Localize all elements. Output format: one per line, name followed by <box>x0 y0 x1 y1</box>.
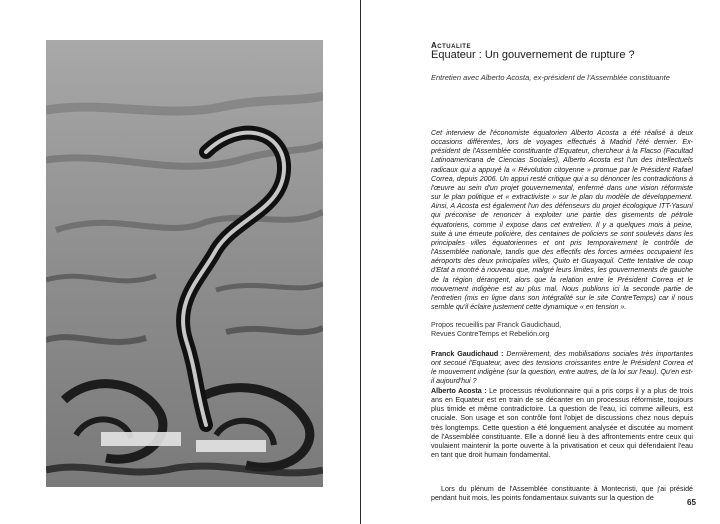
ink-wash-illustration <box>46 40 323 487</box>
answer-speaker: Alberto Acosta : <box>431 387 487 395</box>
intro-paragraph: Cet interview de l'économiste équatorien Alberto Acosta a été réalisé à deux occasions différentes, lors de voyages effectués à Madrid l'été dernier. Ex-président de l'Assemblée constituante d'Equateur, chercheur à la Flacso (Facultad Latinoamericana de Ciencias Sociales), Alberto Acosta est l'un des intellectuels radicaux qui a appuyé la « Révolution citoyenne » promue par le Président Rafael Correa, depuis 2006. Un appui resté critique qui a su dénoncer les contradictions à l'œuvre au sein d'un projet gouvernemental, enfermé dans une vision réformiste sur le plan politique et « extractiviste » sur le plan du modèle de développement. Ainsi, A Acosta est également l'un des défenseurs du projet écologique ITT-Yasuní qui préconise de renoncer à exploiter une partie des gisements de pétrole équatoriens, comme il expose dans cet entretien. Il y a quelques mois à peine, suite à une émeute policière, des centaines de policiers se sont soulevés dans les principales villes équatoriennes et ont pris temporairement le contrôle de l'Assemblée nationale, tandis que des effectifs des forces armées occupaient les aéroports des deux principales villes, Quito et Guayaquil. Cette tentative de coup d'Etat a montré à nouveau que, malgré leurs limites, les gouvernements de gauche de la région dérangent, alors que la relation entre le Président Correa et le mouvement indigène est au plus mal. Nous publions ici la seconde partie de l'entretien (mis en ligne dans son intégralité sur le site ContreTemps) car il nous semble qu'il éclaire justement cette dynamique « en tension ». <box>431 129 693 311</box>
article-subtitle: Entretien avec Alberto Acosta, ex-président de l'Assemblée constituante <box>431 73 670 82</box>
interview-credit <box>431 321 561 339</box>
section-label: Actualite <box>431 41 471 50</box>
answer-text: Le processus révolutionnaire qui a pris corps il y a plus de trois ans en Equateur est en train de se décanter en un processus réformiste, toujours plus timide et même contradictoire. La question de l'eau, ici comme ailleurs, est cruciale. Son usage et son contrôle font l'objet de discussions chez nous depuis très longtemps. Cette question a été longuement analysée et discutée au moment de l'Assemblée constituante. Elle a donné lieu à des affrontements entre ceux qui voulaient maintenir la porte ouverte à la privatisation et ceux qui défendaient l'eau en tant que droit humain fondamental. <box>431 387 693 460</box>
question-mark-drawing <box>46 40 323 487</box>
question-text: Dernièrement, des mobilisations sociales très importantes ont secoué l'Equateur, avec des tensions croissantes entre le Président Correa et le mouvement indigène (sur la question, entre autres, de la loi sur l'eau). Qu'en est-il aujourd'hui ? <box>431 350 693 386</box>
right-page <box>361 0 720 524</box>
credit-line-1: Propos recueillis par Franck Gaudichaud, <box>431 321 562 329</box>
question-speaker: Franck Gaudichaud : <box>431 350 504 358</box>
credit-line-2: Revues ContreTemps et Rebelión.org <box>431 330 550 339</box>
answer-continuation-paragraph: Lors du plénum de l'Assemblée constituante à Montecristi, que j'ai présidé pendant huit mois, les points fondamentaux suivants sur la question de <box>431 485 693 503</box>
page-number: 65 <box>687 498 696 507</box>
article-title: Equateur : Un gouvernement de rupture ? <box>431 49 635 61</box>
answer-paragraph <box>431 387 693 460</box>
question-paragraph <box>431 350 693 387</box>
